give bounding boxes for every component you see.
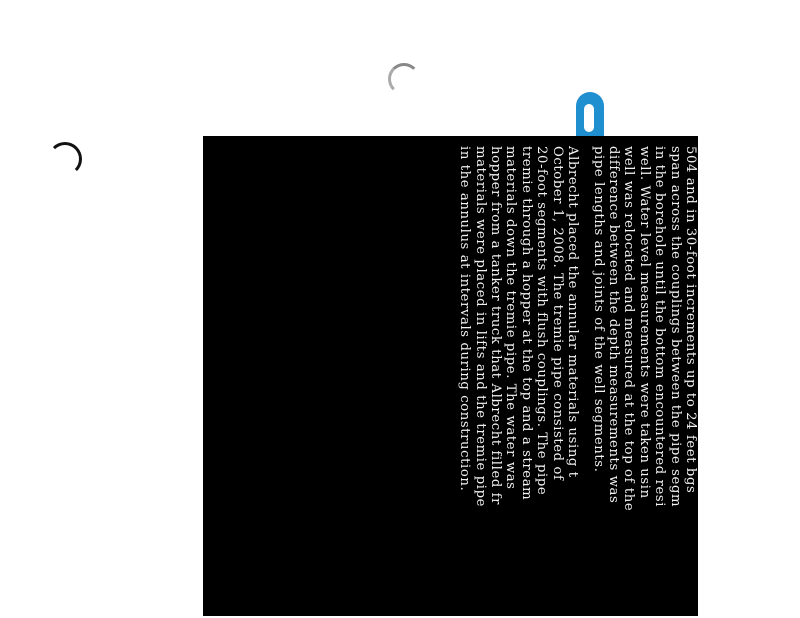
text-line: in the borehole until the bottom encountered resi — [652, 146, 668, 508]
text-line: span across the couplings between the pipe segm — [667, 146, 683, 508]
scan-artifact-arc — [48, 142, 82, 176]
text-line: 20-foot segments with flush couplings. The pipe — [534, 146, 550, 496]
text-line: well was relocated and measured at the top of the — [621, 146, 637, 512]
text-line: hopper from a tanker truck that Albrecht filled fr — [488, 146, 504, 506]
logo-icon — [576, 92, 604, 142]
text-line: well. Water level measurements were taken usin — [636, 146, 652, 499]
scan-artifact-arc — [388, 63, 420, 95]
text-line: materials down the tremie pipe. The water was — [503, 146, 519, 490]
text-line: in the annulus at intervals during construction. — [457, 146, 473, 492]
text-line: pipe lengths and joints of the well segments. — [590, 146, 606, 473]
text-line: October 1, 2008. The tremie pipe consisted of — [549, 146, 565, 481]
text-line: Albrecht placed the annular materials using t — [565, 146, 580, 478]
text-line: difference between the depth measurements was — [606, 146, 622, 504]
text-line: tremie through a hopper at the top and a stream — [518, 146, 534, 501]
lower-content — [203, 136, 698, 616]
text-line: 504 and in 30-foot increments up to 24 feet bgs — [683, 146, 698, 494]
text-line: materials were placed in lifts and the tremie pipe — [472, 146, 488, 508]
